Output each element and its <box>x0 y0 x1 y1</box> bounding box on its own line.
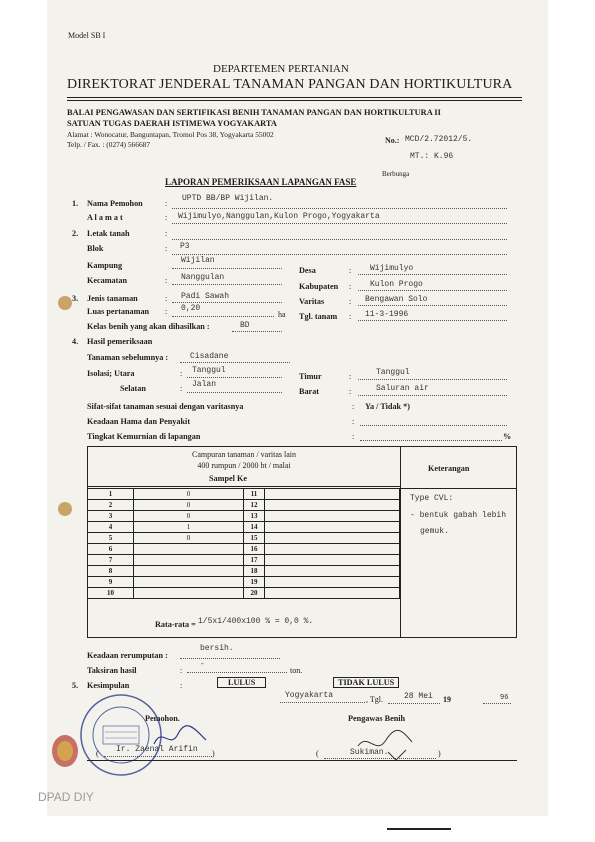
punch-hole-top <box>58 296 72 310</box>
sample-number-cell: 8 <box>87 565 134 577</box>
year-prefix: 19 <box>443 695 451 704</box>
address-line: Alamat : Wonocatur, Banguntapan, Tromol Pos 38, Yogyakarta 55002 <box>67 130 274 139</box>
pest-label: Keadaan Hama dan Penyakit <box>87 417 191 426</box>
west-label: Barat <box>299 387 320 396</box>
yield-label: Taksiran hasil <box>87 666 137 675</box>
sample-number-cell: 7 <box>87 554 134 566</box>
district-line <box>172 284 282 285</box>
colon: : <box>165 199 168 208</box>
seed-class-line <box>232 331 282 332</box>
colon: : <box>349 297 352 306</box>
colon: : <box>352 402 355 411</box>
department-heading: DEPARTEMEN PERTANIAN <box>213 63 349 75</box>
hectare-unit: ha <box>278 310 286 319</box>
north-line <box>187 377 282 378</box>
average-value: 1/5x1/400x100 % = 0,0 %. <box>198 617 314 626</box>
fail-option: TIDAK LULUS <box>333 677 399 688</box>
district-label: Kecamatan <box>87 276 128 285</box>
applicant-value: UPTD BB/BP Wijilan. <box>182 194 274 203</box>
table-divider <box>87 486 400 487</box>
sample-number-cell: 12 <box>243 499 265 511</box>
place-line <box>280 702 365 703</box>
purity-label: Tingkat Kemurnian di lapangan <box>87 432 201 441</box>
colon: : <box>165 276 168 285</box>
conclusion-label: Kesimpulan <box>87 681 130 690</box>
remarks-header: Keterangan <box>428 464 470 473</box>
west-value: Saluran air <box>376 384 429 393</box>
village-line <box>172 268 282 269</box>
colon: : <box>165 229 168 238</box>
name-paren-close: ) <box>212 749 215 758</box>
sample-number-cell: 10 <box>87 587 134 599</box>
sample-value-cell <box>133 587 244 599</box>
sample-value-cell: 0 <box>133 532 244 544</box>
previous-crop-line <box>180 362 290 363</box>
sample-value-cell: 0 <box>133 510 244 522</box>
date-value: 28 Mei <box>404 692 433 701</box>
sample-value-cell: 0 <box>133 488 244 500</box>
section-5-number: 5. <box>72 681 79 690</box>
village-value: Wijilan <box>181 256 215 265</box>
table-divider <box>400 488 516 489</box>
block-label: Blok <box>87 244 104 253</box>
model-label: Model SB I <box>68 31 106 40</box>
desa-value: Wijimulyo <box>370 264 414 273</box>
purity-percent: % <box>503 432 512 441</box>
district-value: Nanggulan <box>181 273 225 282</box>
variety-value: Bengawan Solo <box>365 295 428 304</box>
regency-value: Kulon Progo <box>370 280 423 289</box>
punch-hole-bottom <box>58 502 72 516</box>
area-line <box>172 316 274 317</box>
balai-heading: BALAI PENGAWASAN DAN SERTIFIKASI BENIH TANAMAN PANGAN DAN HORTIKULTURA II <box>67 108 441 117</box>
applicant-name: Ir. Zaenal Arifin <box>116 745 198 754</box>
directorate-heading: DIREKTORAT JENDERAL TANAMAN PANGAN DAN HORTIKULTURA <box>67 77 513 92</box>
applicant-label: Nama Pemohon <box>87 199 143 208</box>
plant-date-label: Tgl. tanam <box>299 312 338 321</box>
sample-number-cell: 19 <box>243 576 265 588</box>
colon: : <box>349 266 352 275</box>
weeds-line <box>180 658 280 659</box>
colon: : <box>349 387 352 396</box>
colon: : <box>180 369 183 378</box>
sample-number-cell: 1 <box>87 488 134 500</box>
sample-number-cell: 13 <box>243 510 265 522</box>
weeds-value: bersih. <box>200 644 234 653</box>
variety-label: Varitas <box>299 297 325 306</box>
sample-number-header: Sampel Ke <box>209 474 247 483</box>
regency-line <box>358 290 507 291</box>
yield-value: - <box>200 660 205 669</box>
table-divider <box>400 446 401 637</box>
section-2-number: 2. <box>72 229 79 238</box>
year-line <box>483 703 511 704</box>
date-label: , Tgl. <box>366 695 383 704</box>
east-label: Timur <box>299 372 322 381</box>
number-value: MCD/2.72012/5. <box>405 135 473 144</box>
section-4-number: 4. <box>72 337 79 346</box>
applicant-line <box>172 208 507 209</box>
sample-number-cell: 9 <box>87 576 134 588</box>
north-value: Tanggul <box>192 366 226 375</box>
remarks-line-3: gemuk. <box>420 527 449 536</box>
seed-class-value: BD <box>240 321 250 330</box>
area-label: Luas pertanaman <box>87 307 150 316</box>
sample-number-cell: 5 <box>87 532 134 544</box>
south-line <box>187 392 282 393</box>
east-line <box>358 379 507 380</box>
colon: : <box>165 307 168 316</box>
colon: : <box>352 417 355 426</box>
variety-line <box>358 305 507 306</box>
footer-bar <box>387 828 451 830</box>
name-paren-open: ( <box>316 749 319 758</box>
section-3-number: 3. <box>72 294 79 303</box>
weeds-label: Keadaan rerumputan : <box>87 651 168 660</box>
crop-type-line <box>172 302 282 303</box>
plant-date-value: 11-3-1996 <box>365 310 409 319</box>
south-value: Jalan <box>192 380 217 389</box>
year-value: 96 <box>500 694 509 702</box>
inspection-result-label: Hasil pemeriksaan <box>87 337 153 346</box>
sample-number-cell: 17 <box>243 554 265 566</box>
previous-crop-label: Tanaman sebelumnya : <box>87 353 169 362</box>
sample-number-cell: 15 <box>243 532 265 544</box>
colon: : <box>349 312 352 321</box>
colon: : <box>349 372 352 381</box>
colon: : <box>180 666 183 675</box>
crop-type-value: Padi Sawah <box>181 292 230 301</box>
colon: : <box>165 294 168 303</box>
sample-number-cell: 11 <box>243 488 265 500</box>
applicant-name-line <box>104 756 212 757</box>
address-value: Wijimulyo,Nanggulan,Kulon Progo,Yogyakarta <box>178 212 380 221</box>
south-label: Selatan <box>120 384 146 393</box>
sample-value-cell: 1 <box>133 521 244 533</box>
colon: : <box>165 244 168 253</box>
address-label: A l a m a t <box>87 213 123 222</box>
supervisor-name-line <box>324 758 436 759</box>
number-label: No.: <box>385 136 400 145</box>
applicant-signature-label: Pemohon. <box>145 714 180 723</box>
pest-line <box>360 425 507 426</box>
sample-number-cell: 14 <box>243 521 265 533</box>
sample-number-cell: 16 <box>243 543 265 555</box>
name-paren-close: ) <box>438 749 441 758</box>
land-location-label: Letak tanah <box>87 229 130 238</box>
crop-type-label: Jenis tanaman <box>87 294 138 303</box>
average-label: Rata-rata = <box>155 620 196 629</box>
west-line <box>358 395 507 396</box>
name-paren-open: ( <box>96 749 99 758</box>
desa-line <box>358 274 507 275</box>
colon: : <box>180 384 183 393</box>
regional-emblem <box>50 733 80 769</box>
address-value-line <box>172 223 507 224</box>
sample-value-cell <box>264 587 400 599</box>
sample-number-cell: 20 <box>243 587 265 599</box>
supervisor-label: Pengawas Benih <box>348 714 406 723</box>
sample-count-header: 400 rumpun / 2000 bt / malai <box>197 461 291 470</box>
bottom-rule <box>87 760 517 761</box>
watermark-text: DPAD DIY <box>38 790 94 804</box>
purity-line <box>360 440 502 441</box>
village-label: Kampung <box>87 261 123 270</box>
pass-option: LULUS <box>217 677 266 688</box>
previous-crop-value: Cisadane <box>190 352 229 361</box>
sample-number-cell: 3 <box>87 510 134 522</box>
desa-label: Desa <box>299 266 316 275</box>
block-value: P3 <box>180 242 190 251</box>
phase-value: Berbunga <box>382 170 410 178</box>
satuan-heading: SATUAN TUGAS DAERAH ISTIMEWA YOGYAKARTA <box>67 119 277 128</box>
phone-line: Telp. / Fax. : (0274) 566687 <box>67 140 151 149</box>
colon: : <box>165 213 168 222</box>
colon: : <box>352 432 355 441</box>
header-rule <box>67 97 522 101</box>
date-line <box>388 703 440 704</box>
plant-date-line <box>358 320 507 321</box>
sample-value-cell: 0 <box>133 499 244 511</box>
ton-unit: ton. <box>290 666 303 675</box>
sample-number-cell: 6 <box>87 543 134 555</box>
land-location-line <box>172 239 507 240</box>
colon: : <box>349 282 352 291</box>
mix-header: Campuran tanaman / varitas lain <box>192 450 296 459</box>
area-value: 0,20 <box>181 304 201 313</box>
sample-number-cell: 18 <box>243 565 265 577</box>
seed-class-label: Kelas benih yang akan dihasilkan : <box>87 322 210 331</box>
remarks-line-2: - bentuk gabah lebih <box>410 511 507 520</box>
traits-label: Sifat-sifat tanaman sesuai dengan varitasnya <box>87 402 244 411</box>
place-value: Yogyakarta <box>285 691 334 700</box>
colon: : <box>180 681 183 690</box>
block-line <box>172 254 507 255</box>
regency-label: Kabupaten <box>299 282 339 291</box>
yield-line <box>187 672 287 673</box>
isolation-north-label: Isolasi; Utara <box>87 369 135 378</box>
remarks-line-1: Type CVL: <box>410 494 454 503</box>
east-value: Tanggul <box>376 368 410 377</box>
sample-number-cell: 4 <box>87 521 134 533</box>
section-1-number: 1. <box>72 199 79 208</box>
mt-value: MT.: K.96 <box>410 152 454 161</box>
report-title: LAPORAN PEMERIKSAAN LAPANGAN FASE <box>165 177 357 187</box>
traits-value: Ya / Tidak *) <box>365 402 410 411</box>
sample-number-cell: 2 <box>87 499 134 511</box>
supervisor-name: Sukiman. <box>350 748 389 757</box>
